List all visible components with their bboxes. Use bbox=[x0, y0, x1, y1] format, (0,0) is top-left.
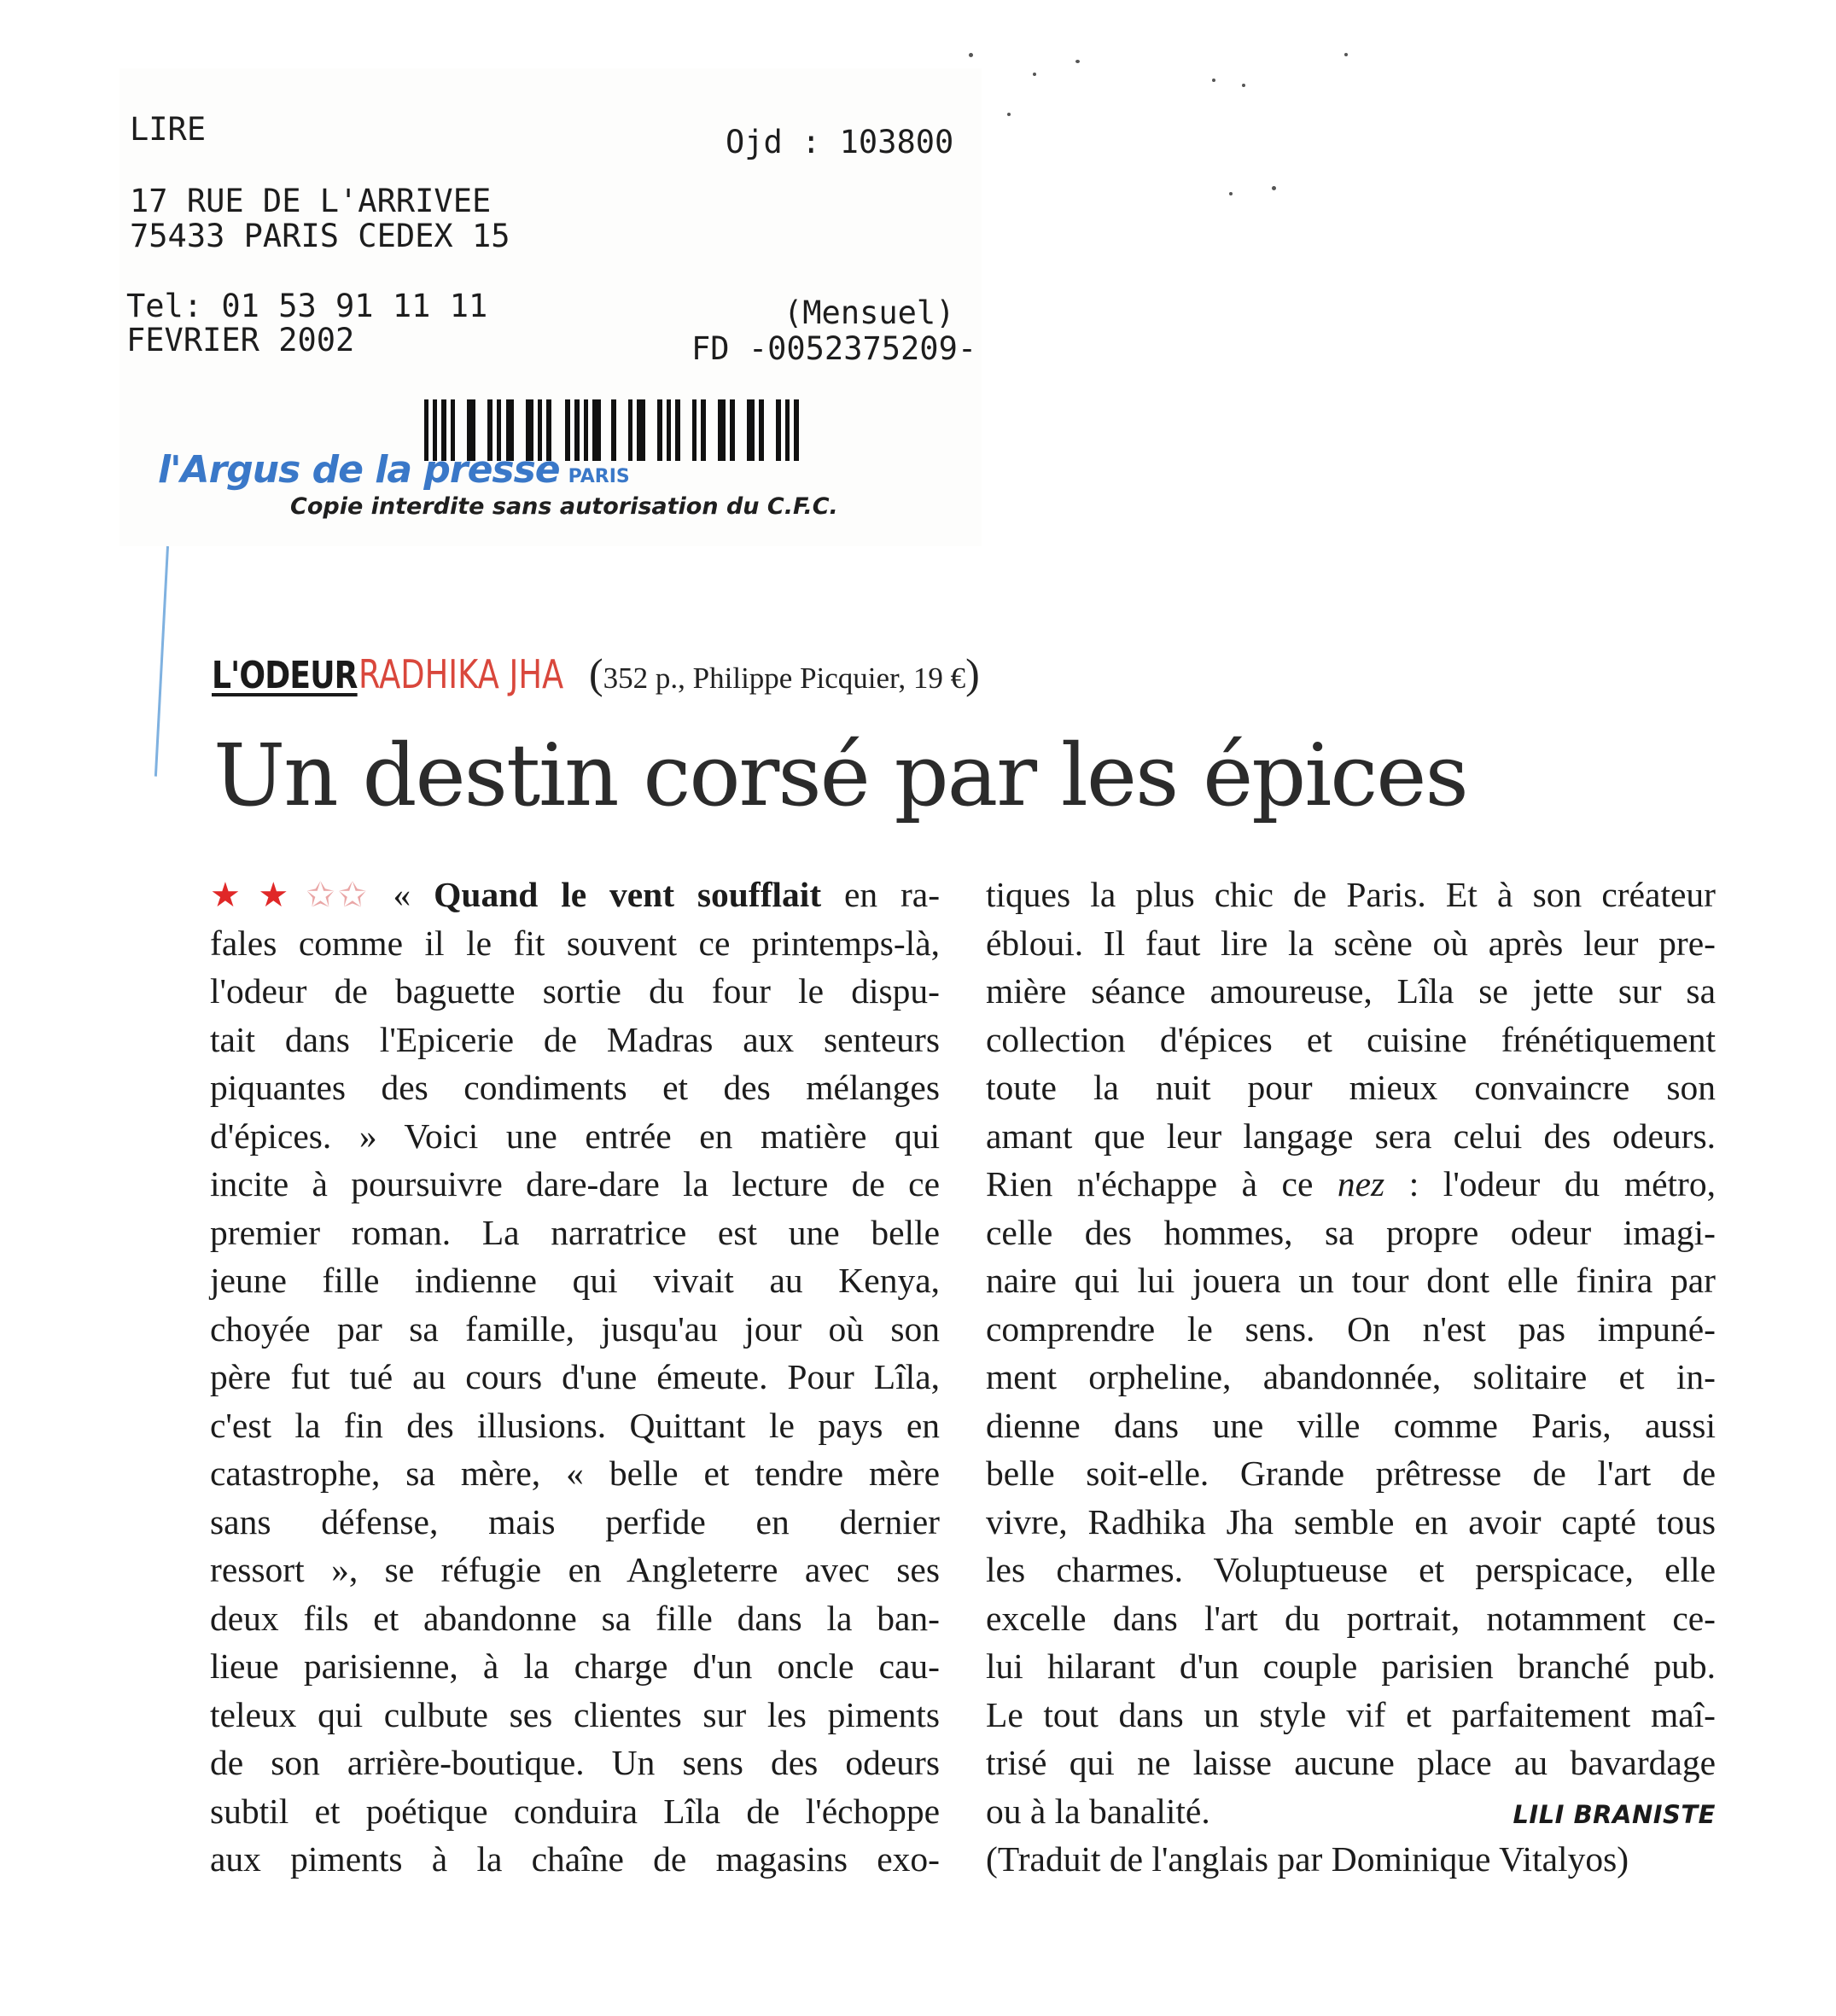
text-line: vivre, Radhika Jha semble en avoir capté tous bbox=[986, 1501, 1716, 1541]
scan-speck bbox=[1075, 60, 1080, 63]
article-header bbox=[212, 649, 980, 700]
text-line: d'épices. » Voici une entrée en matière qui bbox=[210, 1116, 940, 1156]
text-line: tiques la plus chic de Paris. Et à son créateur bbox=[986, 875, 1716, 914]
text-line: naire qui lui jouera un tour dont elle finira par bbox=[986, 1261, 1716, 1300]
scan-speck bbox=[1272, 186, 1276, 190]
scan-speck bbox=[1344, 53, 1348, 56]
text-line: amant que leur langage sera celui des odeurs. bbox=[986, 1116, 1716, 1156]
text-line: deux fils et abandonne sa fille dans la ban- bbox=[210, 1598, 940, 1638]
text-line: celle des hommes, sa propre odeur imagi- bbox=[986, 1212, 1716, 1252]
text-line: sans défense, mais perfide en dernier bbox=[210, 1501, 940, 1541]
scan-speck bbox=[1229, 192, 1233, 195]
text-line: toute la nuit pour mieux convaincre son bbox=[986, 1068, 1716, 1107]
rating-stars: ★★✩✩ bbox=[210, 876, 370, 914]
text-line: collection d'épices et cuisine frénétiquement bbox=[986, 1019, 1716, 1059]
text-line: dienne dans une ville comme Paris, aussi bbox=[986, 1405, 1716, 1445]
address-line-2: 75433 PARIS CEDEX 15 bbox=[130, 218, 510, 254]
text-line: jeune fille indienne qui vivait au Kenya, bbox=[210, 1261, 940, 1300]
text-line: tait dans l'Epicerie de Madras aux senteurs bbox=[210, 1019, 940, 1059]
italic-word: nez bbox=[1337, 1164, 1385, 1203]
text-line: fales comme il le fit souvent ce printemps-là, bbox=[210, 923, 940, 963]
text-line: catastrophe, sa mère, « belle et tendre mère bbox=[210, 1454, 940, 1493]
publication-info: (352 p., Philippe Picquier, 19 €) bbox=[589, 650, 980, 697]
text-line: piquantes des condiments et des mélanges bbox=[210, 1068, 940, 1107]
publication-name: LIRE bbox=[130, 111, 207, 148]
first-line: ★★✩✩ « Quand le vent soufflait en ra- bbox=[210, 875, 941, 914]
margin-mark bbox=[154, 546, 169, 777]
section-kicker: L'ODEUR bbox=[212, 654, 358, 697]
text-line: ressort », se réfugie en Angleterre avec ses bbox=[210, 1550, 940, 1589]
text-line: excelle dans l'art du portrait, notamment ce- bbox=[986, 1598, 1716, 1638]
text-line: lui hilarant d'un couple parisien branché pub. bbox=[986, 1646, 1716, 1686]
article-column-2 bbox=[986, 871, 1716, 1884]
text-line: mière séance amoureuse, Lîla se jette sur sa bbox=[986, 971, 1716, 1011]
copyright-notice: Copie interdite sans autorisation du C.F.C. bbox=[290, 493, 838, 520]
article-column-1 bbox=[210, 871, 940, 1884]
text-line: l'odeur de baguette sortie du four le dispu- bbox=[210, 971, 940, 1011]
argus-logo bbox=[158, 448, 630, 492]
text-line: comprendre le sens. On n'est pas impuné- bbox=[986, 1308, 1716, 1349]
text-line: subtil et poétique conduira Lîla de l'échoppe bbox=[210, 1791, 940, 1831]
text-line: lieue parisienne, à la charge d'un oncle cau- bbox=[210, 1646, 940, 1686]
frequency: (Mensuel) bbox=[784, 294, 955, 331]
text-line: les charmes. Voluptueuse et perspicace, elle bbox=[986, 1550, 1716, 1589]
book-author: RADHIKA JHA bbox=[358, 651, 564, 697]
article-title: Un destin corsé par les épices bbox=[213, 725, 1467, 825]
argus-logo-text: l'Argus de la presse bbox=[158, 448, 560, 492]
text-line: c'est la fin des illusions. Quittant le pays en bbox=[210, 1405, 940, 1445]
issue-date: FEVRIER 2002 bbox=[126, 322, 355, 358]
text-line: teleux qui culbute ses clientes sur les piments bbox=[210, 1694, 940, 1734]
text-line: père fut tué au cours d'une émeute. Pour Lîla, bbox=[210, 1357, 940, 1396]
address-line-1: 17 RUE DE L'ARRIVEE bbox=[130, 183, 492, 219]
text-line: trisé qui ne laisse aucune place au bavardage bbox=[986, 1743, 1716, 1782]
reference-number: FD -0052375209- bbox=[691, 330, 977, 367]
text-line: Le tout dans un style vif et parfaitement maî- bbox=[986, 1694, 1716, 1734]
text-line: choyée par sa famille, jusqu'au jour où son bbox=[210, 1308, 940, 1349]
scan-speck bbox=[1033, 73, 1036, 76]
telephone: Tel: 01 53 91 11 11 bbox=[126, 288, 488, 324]
scan-speck bbox=[1212, 79, 1215, 82]
text-line: de son arrière-boutique. Un sens des odeurs bbox=[210, 1743, 940, 1782]
lead-quote: Quand le vent soufflait bbox=[434, 875, 822, 914]
argus-logo-city: PARIS bbox=[568, 466, 630, 487]
scan-speck bbox=[969, 53, 973, 57]
reviewer-signature: LILI BRANISTE bbox=[1513, 1799, 1716, 1829]
closing-line: ou à la banalité. LILI BRANISTE bbox=[986, 1787, 1716, 1836]
text-line: incite à poursuivre dare-dare la lecture de ce bbox=[210, 1164, 940, 1203]
text-line: aux piments à la chaîne de magasins exo- bbox=[210, 1839, 940, 1879]
text-line: ment orpheline, abandonnée, solitaire et in- bbox=[986, 1357, 1716, 1396]
scan-speck bbox=[1007, 113, 1011, 116]
text-line: premier roman. La narratrice est une belle bbox=[210, 1212, 940, 1252]
text-line: Rien n'échappe à ce nez : l'odeur du métro, bbox=[986, 1164, 1717, 1203]
scan-speck bbox=[1242, 84, 1245, 87]
publication-info-text: 352 p., Philippe Picquier, 19 € bbox=[603, 661, 966, 695]
ojd-figure: Ojd : 103800 bbox=[726, 124, 954, 160]
translation-credit: (Traduit de l'anglais par Dominique Vitalyos) bbox=[986, 1839, 1629, 1879]
text-line: belle soit-elle. Grande prêtresse de l'art de bbox=[986, 1454, 1716, 1493]
text-line: ébloui. Il faut lire la scène où après leur pre- bbox=[986, 923, 1716, 963]
